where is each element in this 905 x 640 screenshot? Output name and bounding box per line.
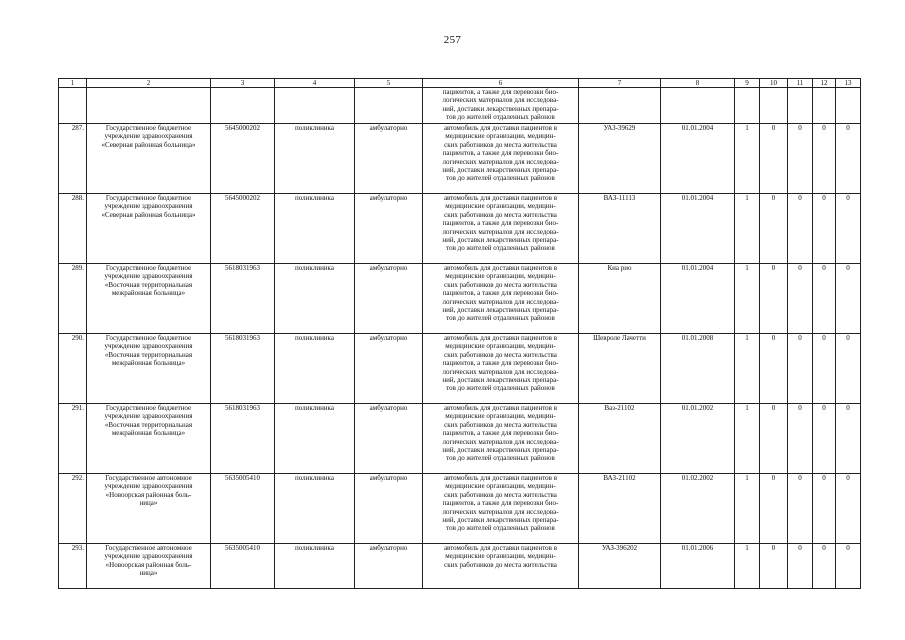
cell-vehicle-model: УАЗ-39629 [579,124,661,194]
cell-vehicle-model: Ваз-21102 [579,404,661,474]
cell-inn: 5635005410 [211,544,275,589]
column-header: 13 [836,79,861,88]
cell-col-9: 1 [735,124,760,194]
cell-unit: поликлиника [275,124,355,194]
cell-date: 01.01.2004 [661,194,735,264]
cell-col-10: 0 [760,474,788,544]
cell-care-mode: амбулаторно [355,264,423,334]
cell-organization: Государственное автономное учреждение здравоохранения «Новоорская районная боль- ница» [87,474,211,544]
cell-col-9: 1 [735,194,760,264]
cell-organization: Государственное бюджетное учреждение здравоохранения «Северная районная больница» [87,124,211,194]
cell-vehicle-model: УАЗ-396202 [579,544,661,589]
cell-col-13: 0 [836,334,861,404]
cell-organization: Государственное бюджетное учреждение здравоохранения «Восточная территориальная межрайонная больница» [87,334,211,404]
cell-description: автомобиль для доставки пациентов в медицинские организации, медицин- ских работников до места жительства пациентов, а также для перевозки био- логических материалов для исследова- ний, доставки лекарственных препара- тов до жителей отдаленных районов [423,404,579,474]
cell-empty [275,88,355,124]
cell-description: автомобиль для доставки пациентов в медицинские организации, медицин- ских работников до места жительства пациентов, а также для перевозки био- логических материалов для исследова- ний, доставки лекарственных препара- тов до жителей отдаленных районов [423,194,579,264]
cell-col-11: 0 [788,334,813,404]
cell-empty [760,88,788,124]
cell-inn: 5618031963 [211,264,275,334]
cell-care-mode: амбулаторно [355,544,423,589]
cell-date: 01.02.2002 [661,474,735,544]
column-header: 8 [661,79,735,88]
cell-unit: поликлиника [275,404,355,474]
cell-col-12: 0 [813,334,836,404]
column-header: 9 [735,79,760,88]
cell-organization: Государственное автономное учреждение здравоохранения «Новоорская районная боль- ница» [87,544,211,589]
column-header: 4 [275,79,355,88]
cell-inn: 5635005410 [211,474,275,544]
table-row [59,334,861,404]
cell-organization: Государственное бюджетное учреждение здравоохранения «Восточная территориальная межрайонная больница» [87,404,211,474]
table-row [59,404,861,474]
cell-col-13: 0 [836,474,861,544]
cell-col-11: 0 [788,474,813,544]
cell-care-mode: амбулаторно [355,474,423,544]
cell-empty [735,88,760,124]
cell-description: автомобиль для доставки пациентов в медицинские организации, медицин- ских работников до места жительства [423,544,579,589]
column-header: 12 [813,79,836,88]
cell-inn: 5645000202 [211,194,275,264]
cell-col-13: 0 [836,124,861,194]
cell-unit: поликлиника [275,264,355,334]
cell-col-9: 1 [735,264,760,334]
cell-date: 01.01.2008 [661,334,735,404]
cell-care-mode: амбулаторно [355,194,423,264]
page-number: 257 [443,34,462,46]
cell-date: 01.01.2002 [661,404,735,474]
cell-vehicle-model: Шевроле Лачетти [579,334,661,404]
cell-description: пациентов, а также для перевозки био- логических материалов для исследова- ний, доставки лекарственных препара- тов до жителей отдаленных районов [423,88,579,124]
cell-unit: поликлиника [275,474,355,544]
cell-description: автомобиль для доставки пациентов в медицинские организации, медицин- ских работников до места жительства пациентов, а также для перевозки био- логических материалов для исследова- ний, доставки лекарственных препара- тов до жителей отдаленных районов [423,334,579,404]
cell-col-12: 0 [813,544,836,589]
cell-vehicle-model: ВАЗ-11113 [579,194,661,264]
cell-date: 01.01.2004 [661,124,735,194]
cell-col-13: 0 [836,264,861,334]
cell-row-number: 291. [59,404,87,474]
column-header: 3 [211,79,275,88]
cell-empty [579,88,661,124]
cell-col-13: 0 [836,194,861,264]
cell-empty [813,88,836,124]
cell-col-9: 1 [735,334,760,404]
continuation-row [59,88,861,124]
cell-col-10: 0 [760,544,788,589]
cell-col-12: 0 [813,264,836,334]
cell-description: автомобиль для доставки пациентов в медицинские организации, медицин- ских работников до места жительства пациентов, а также для перевозки био- логических материалов для исследова- ний, доставки лекарственных препара- тов до жителей отдаленных районов [423,264,579,334]
column-header: 11 [788,79,813,88]
cell-unit: поликлиника [275,544,355,589]
cell-care-mode: амбулаторно [355,334,423,404]
table-row [59,124,861,194]
cell-row-number: 293. [59,544,87,589]
cell-row-number: 292. [59,474,87,544]
cell-empty [661,88,735,124]
cell-col-9: 1 [735,474,760,544]
cell-description: автомобиль для доставки пациентов в медицинские организации, медицин- ских работников до места жительства пациентов, а также для перевозки био- логических материалов для исследова- ний, доставки лекарственных препара- тов до жителей отдаленных районов [423,124,579,194]
cell-description: автомобиль для доставки пациентов в медицинские организации, медицин- ских работников до места жительства пациентов, а также для перевозки био- логических материалов для исследова- ний, доставки лекарственных препара- тов до жителей отдаленных районов [423,474,579,544]
cell-col-10: 0 [760,404,788,474]
cell-col-12: 0 [813,124,836,194]
cell-unit: поликлиника [275,334,355,404]
cell-row-number: 290. [59,334,87,404]
cell-col-9: 1 [735,544,760,589]
cell-col-10: 0 [760,334,788,404]
cell-inn: 5618031963 [211,334,275,404]
cell-col-11: 0 [788,124,813,194]
cell-col-13: 0 [836,404,861,474]
cell-col-12: 0 [813,404,836,474]
cell-row-number: 288. [59,194,87,264]
cell-col-11: 0 [788,194,813,264]
table-row [59,264,861,334]
column-header: 1 [59,79,87,88]
cell-vehicle-model: ВАЗ-21102 [579,474,661,544]
column-header: 6 [423,79,579,88]
cell-inn: 5645000202 [211,124,275,194]
column-header: 5 [355,79,423,88]
column-header: 10 [760,79,788,88]
column-number-row [59,79,861,88]
cell-col-10: 0 [760,124,788,194]
table-row [59,544,861,589]
cell-unit: поликлиника [275,194,355,264]
column-header: 7 [579,79,661,88]
vehicle-registry-table [58,78,861,589]
cell-col-10: 0 [760,264,788,334]
cell-organization: Государственное бюджетное учреждение здравоохранения «Северная районная больница» [87,194,211,264]
cell-empty [211,88,275,124]
cell-empty [836,88,861,124]
table-row [59,194,861,264]
cell-care-mode: амбулаторно [355,124,423,194]
cell-col-12: 0 [813,474,836,544]
cell-inn: 5618031963 [211,404,275,474]
cell-care-mode: амбулаторно [355,404,423,474]
cell-col-11: 0 [788,404,813,474]
cell-col-11: 0 [788,544,813,589]
cell-row-number: 289. [59,264,87,334]
cell-col-13: 0 [836,544,861,589]
cell-empty [59,88,87,124]
column-header: 2 [87,79,211,88]
table-row [59,474,861,544]
cell-organization: Государственное бюджетное учреждение здравоохранения «Восточная территориальная межрайонная больница» [87,264,211,334]
cell-empty [87,88,211,124]
cell-vehicle-model: Киа рио [579,264,661,334]
cell-date: 01.01.2006 [661,544,735,589]
cell-col-9: 1 [735,404,760,474]
cell-col-11: 0 [788,264,813,334]
cell-col-10: 0 [760,194,788,264]
cell-date: 01.01.2004 [661,264,735,334]
cell-col-12: 0 [813,194,836,264]
cell-empty [355,88,423,124]
cell-empty [788,88,813,124]
cell-row-number: 287. [59,124,87,194]
